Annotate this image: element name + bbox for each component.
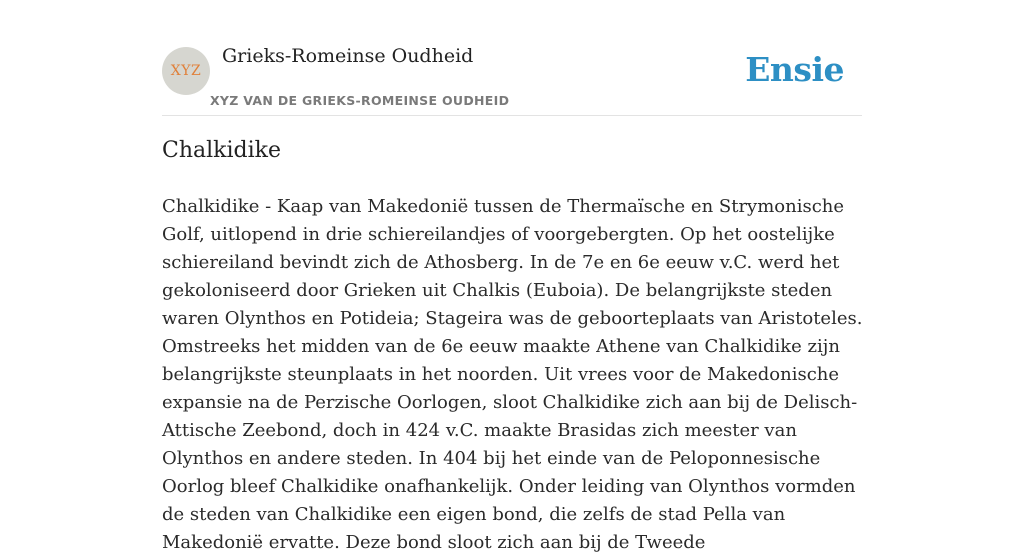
article-body: Chalkidike - Kaap van Makedonië tussen de Thermaïsche en Strymonische Golf, uitlopend in drie schiereilandjes of voorgebergten. Op het oostelijke schiereiland bevindt zich de Athosberg. In de 7e en 6e eeuw v.C. werd het gekoloniseerd door Grieken uit Chalkis (Euboia). De belangrijkste steden waren Olynthos en Potideia; Stageira was de geboorteplaats van Aristoteles. Omstreeks het midden van de 6e eeuw maakte Athene van Chalkidike zijn belangrijkste steunplaats in het noorden. Uit vrees voor de Makedonische expansie na de Perzische Oorlogen, sloot Chalkidike zich aan bij de Delisch-Attische Zeebond, doch in 424 v.C. maakte Brasidas zich meester van Olynthos en andere steden. In 404 bij het einde van de Peloponnesische Oorlog bleef Chalkidike onafhankelijk. Onder leiding van Olynthos vormden de steden van Chalkidike een eigen bond, die zelfs de stad Pella van Makedonië ervatte. Deze bond sloot zich aan bij de Tweede bbox=[162, 196, 863, 553]
ensie-logo[interactable]: Ensie bbox=[745, 50, 844, 89]
avatar-initials: XYZ bbox=[170, 63, 202, 79]
source-subtitle: XYZ VAN DE GRIEKS-ROMEINSE OUDHEID bbox=[210, 93, 510, 108]
source-header bbox=[162, 0, 862, 116]
source-avatar[interactable] bbox=[162, 47, 210, 95]
source-title[interactable]: Grieks-Romeinse Oudheid bbox=[222, 45, 474, 67]
article-title: Chalkidike bbox=[162, 138, 281, 163]
